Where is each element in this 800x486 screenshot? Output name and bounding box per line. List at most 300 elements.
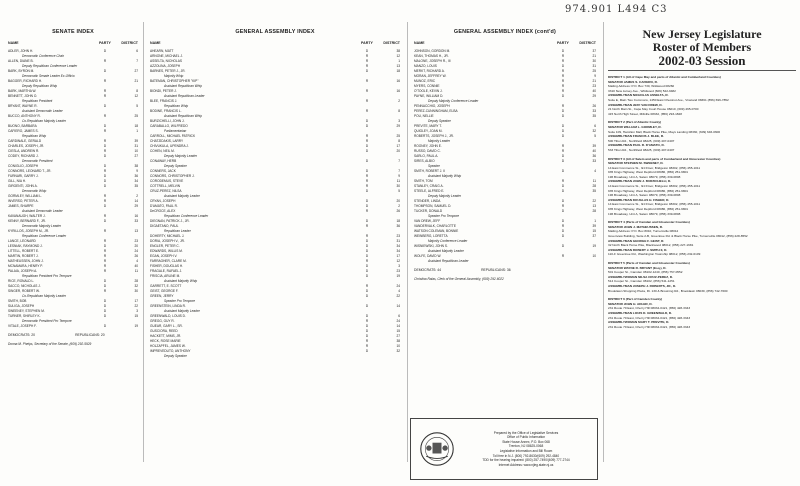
member-district: 19 — [396, 274, 400, 278]
member-party: R — [365, 339, 369, 343]
member-party: D — [103, 179, 107, 183]
member-district: 37 — [592, 234, 596, 238]
member-name: VITALE, JOSEPH F. — [8, 324, 37, 328]
leadership-title-text: Assistant Republican Leader — [428, 259, 469, 263]
office-address: 14 East Commerce St., 3rd Floor, Bridgeton 08302, (856) 455-1011 — [608, 184, 701, 189]
member-name: RICE, RONALD L. — [8, 279, 35, 283]
member-party: R — [103, 269, 107, 273]
member-district: 36 — [396, 224, 400, 228]
office-address: 110-F Greentree Rd., Washington Township 08012, (856) 232-6109 — [608, 252, 701, 257]
member-name: ALLEN, DIANE B. — [8, 59, 34, 63]
member-party: R — [103, 199, 107, 203]
member-party: R — [365, 209, 369, 213]
member-district: 18 — [396, 219, 400, 223]
leadership-title-text: Deputy Majority Leader — [428, 194, 461, 198]
senate-totals — [8, 333, 138, 338]
member-name: HACKETT, MIMS, JR. — [150, 334, 182, 338]
member-party: D — [365, 274, 369, 278]
member-district: 30 — [592, 59, 596, 63]
member-district: 2 — [398, 99, 400, 103]
leadership-title-text: Assistant Republican Whip — [164, 84, 202, 88]
legislator-name: ASSEMBLYMAN LOUIS D. GREENWALD, D. — [608, 310, 672, 315]
member-party: R — [365, 79, 369, 83]
member-name: PALAIA, JOSEPH A. — [8, 269, 38, 273]
office-address: 196 Broadway, Unit A, Salem 08079, (856) 339-0808 — [608, 174, 681, 179]
member-district — [378, 354, 400, 359]
member-party: R — [561, 84, 565, 88]
member-name: LANCE, LEONARD — [8, 239, 36, 243]
member-party: R — [561, 224, 565, 228]
member-district: 24 — [134, 249, 138, 253]
member-district: 8 — [398, 139, 400, 143]
member-district: 29 — [592, 94, 596, 98]
column-divider — [407, 22, 408, 462]
title-divider — [608, 70, 796, 71]
legislator-name: ASSEMBLYMAN NICHOLAS ASSELTA, R. — [608, 93, 669, 98]
member-district: 18 — [134, 124, 138, 128]
member-party: D — [561, 94, 565, 98]
member-name: PENNACCHIO, JOSEPH — [414, 104, 450, 108]
member-name: CONNERS, JACK — [150, 169, 176, 173]
member-name: DORIA, JOSEPH V., JR. — [150, 239, 185, 243]
member-district: 6 — [136, 49, 138, 53]
member-name: ROONEY, JOHN E. — [414, 144, 442, 148]
member-district: 11 — [592, 179, 596, 183]
office-address: Greenview Building, Suite 2-B, Greentree Rd. & Black Horse Pike, Turnersville 08012, (856) 228-8552 — [608, 234, 748, 238]
member-party: D — [561, 134, 565, 138]
member-name: AZZOLINA, JOSEPH — [150, 64, 181, 68]
member-district: 10 — [134, 149, 138, 153]
leadership-title-text: Republican Conference Leader — [22, 234, 67, 238]
member-party: D — [365, 249, 369, 253]
member-name: CORODEMUS, STEVE — [150, 179, 184, 183]
member-party: R — [103, 249, 107, 253]
member-district: 34 — [396, 249, 400, 253]
member-district: 1 — [594, 219, 596, 223]
member-district: 9 — [594, 74, 596, 78]
leadership-title-text: Democratic President — [22, 159, 53, 163]
member-party: R — [103, 114, 107, 118]
member-name: D'AMATO, PAUL R. — [150, 204, 178, 208]
member-name: BENNETT, JOHN O. — [8, 94, 38, 98]
member-district: 4 — [594, 169, 596, 173]
leadership-title-text: Deputy Speaker — [164, 354, 187, 358]
member-party: R — [561, 89, 565, 93]
leadership-title-text: Democratic Whip — [22, 189, 47, 193]
leadership-title-text: Republican Leader — [164, 229, 191, 233]
member-party: R — [365, 259, 369, 263]
member-name: MCNAMARA, HENRY P. — [8, 264, 43, 268]
district-block — [608, 297, 796, 329]
member-name: FISHER, DOUGLAS H. — [150, 264, 184, 268]
member-district: 20 — [134, 244, 138, 248]
member-party: D — [365, 219, 369, 223]
member-name: MYERS, CONNIE — [414, 84, 440, 88]
member-name: CRUZ-PEREZ, NILSA — [150, 189, 182, 193]
member-district: 5 — [594, 134, 596, 138]
member-name: CONNORS, CHRISTOPHER J. — [150, 174, 195, 178]
member-name: KENNY, BERNARD F., JR. — [8, 219, 46, 223]
member-district: 3 — [398, 119, 400, 123]
member-name: SARLO, PAUL A. — [414, 154, 439, 158]
member-party: R — [365, 174, 369, 178]
assembly-totals — [414, 268, 596, 273]
leadership-title-text: Republican Conference Leader — [164, 214, 209, 218]
member-name: KAVANAUGH, WALTER J. — [8, 214, 46, 218]
member-district: 22 — [134, 304, 138, 308]
member-district: 16 — [396, 89, 400, 93]
leadership-title-text: Republican Whip — [164, 104, 189, 108]
leadership-title-text: Assistant Democratic Leader — [22, 109, 63, 113]
member-party: D — [103, 324, 107, 328]
member-party: R — [103, 254, 107, 258]
member-name: STENDER, LINDA — [414, 199, 441, 203]
member-party: R — [365, 319, 369, 323]
member-district: 23 — [134, 239, 138, 243]
member-district: 38 — [396, 49, 400, 53]
member-party: D — [561, 244, 565, 248]
leadership-title-text: Co-Republican Majority Leader — [22, 294, 66, 298]
leadership-title-text: Majority Whip — [164, 74, 184, 78]
legislator-name: SENATOR JAMES S. CAFIERO, R. — [608, 79, 658, 84]
senate-index — [8, 30, 138, 347]
leadership-title — [150, 354, 400, 359]
office-address: 501 Cooper St., Camden 08102-1240, (856) 757-0552 — [608, 270, 683, 275]
member-party: D — [365, 349, 369, 353]
member-party: D — [103, 144, 107, 148]
district-heading: DISTRICT 4 (Parts of Camden and Gloucester Counties) — [608, 220, 690, 225]
name-header: NAME — [8, 41, 19, 45]
member-name: HECK, ROSE MARIE — [150, 339, 181, 343]
district-header: DISTRICT — [579, 41, 596, 45]
member-district: 11 — [134, 269, 138, 273]
legislator-name: SENATOR WILLIAM L. GORMLEY, R. — [608, 124, 662, 129]
leadership-title-text: Republican President Pro Tempore — [22, 274, 72, 278]
ols-line: Toll free in N.J. (800) 792-8630/(609) 292-4840 — [492, 453, 560, 458]
member-name: COHEN, NEIL M. — [150, 149, 175, 153]
member-name: BUCCO, ANTHONY R. — [8, 114, 41, 118]
member-party: D — [365, 49, 369, 53]
ols-line: Trenton, NJ 08625-0068 — [508, 444, 544, 449]
member-name: BARNES, PETER J., JR. — [150, 69, 186, 73]
member-party: D — [365, 334, 369, 338]
legislator-name: ASSEMBLYMAN GEORGE F. GEIST, R. — [608, 238, 665, 243]
member-district: 12 — [396, 54, 400, 58]
member-party: D — [561, 234, 565, 238]
member-name: GILL, NIA H. — [8, 179, 26, 183]
member-party: D — [103, 244, 107, 248]
member-name: ARNONE, MICHAEL J. — [150, 54, 183, 58]
member-district: 29 — [396, 124, 400, 128]
member-name: WOLFE, DAVID W. — [414, 254, 442, 258]
member-party: D — [365, 294, 369, 298]
member-district: 6 — [398, 314, 400, 318]
member-name: GUEAR, GARY L., SR. — [150, 324, 183, 328]
member-party: R — [561, 149, 565, 153]
member-district: 23 — [396, 234, 400, 238]
leadership-title-text: Assistant Republican Whip — [164, 114, 202, 118]
member-party: D — [103, 299, 107, 303]
assembly-index-continued — [414, 30, 596, 282]
member-name: MATHEUSSEN, JOHN J. — [8, 259, 44, 263]
member-district: 16 — [396, 79, 400, 83]
member-district: 23 — [396, 269, 400, 273]
member-party: R — [365, 64, 369, 68]
member-name: CHATZIDAKIS, LARRY — [150, 139, 184, 143]
column-divider — [603, 22, 604, 462]
leadership-title-text: Democratic Conference Chair — [22, 54, 64, 58]
member-party: D — [103, 204, 107, 208]
member-district: 3 — [398, 264, 400, 268]
member-district: 8 — [398, 109, 400, 113]
member-party: R — [365, 99, 369, 103]
member-district: 20 — [396, 199, 400, 203]
member-party: D — [365, 159, 369, 163]
member-party: D — [561, 124, 565, 128]
member-party: R — [103, 129, 107, 133]
member-name: AHEARN, MATT — [150, 49, 174, 53]
member-party: D — [365, 289, 369, 293]
member-name: STANLEY, CRAIG A. — [414, 184, 444, 188]
member-party — [356, 354, 378, 359]
member-name: EGAN, JOSEPH V. — [150, 254, 178, 258]
member-district: 27 — [396, 334, 400, 338]
office-address: Mailing Address: P.O. Box 8010, Turnersville 08012 — [608, 229, 679, 234]
member-name: DeCROCE, ALEX — [150, 209, 176, 213]
member-district: 24 — [396, 319, 400, 323]
senate-democrats-total: DEMOCRATS: 20 — [8, 333, 36, 337]
member-district: 40 — [592, 89, 596, 93]
member-name: BATEMAN, CHRISTOPHER "KIP" — [150, 79, 199, 83]
office-address: Suite 109, Hamilton Mall, Black Horse Pike, Mays Landing 08330, (609) 646-0600 — [608, 129, 721, 134]
member-party: D — [561, 189, 565, 193]
member-name: LITTELL, ROBERT E. — [8, 249, 40, 253]
member-name: DIEGNAN, PATRICK J., JR. — [150, 219, 190, 223]
member-party: D — [365, 314, 369, 318]
member-party: D — [103, 219, 107, 223]
member-district: 20 — [396, 149, 400, 153]
member-name: CIESLA, ANDREW R. — [8, 149, 40, 153]
legislator-name: SENATOR JOHN J. MATHEUSSEN, R. — [608, 224, 663, 229]
member-party: D — [365, 324, 369, 328]
member-party: R — [561, 79, 565, 83]
member-name: CHARLES, JOSEPH, JR. — [8, 144, 45, 148]
office-address: 415 North High Street, Millville 08332, (856) 293-1828 — [608, 111, 682, 116]
member-party: D — [365, 204, 369, 208]
office-address: 3310 New Jersey Ave., Wildwood (609) 522-9482 — [608, 88, 676, 93]
member-district: 34 — [396, 244, 400, 248]
leadership-title — [414, 259, 596, 264]
member-party: R — [365, 59, 369, 63]
assembly-clerk-note: Christina Ralas, Clerk of the General Assembly, (609) 292-6022 — [414, 277, 504, 281]
member-party: R — [365, 139, 369, 143]
member-name: POU, NELLIE — [414, 114, 434, 118]
member-party: R — [561, 104, 565, 108]
member-name: O'TOOLE, KEVIN J. — [414, 89, 443, 93]
member-district: 33 — [592, 159, 596, 163]
member-name: SWEENEY, STEPHEN M. — [8, 309, 45, 313]
member-party: D — [365, 264, 369, 268]
member-name: MORAN, JEFFREY W. — [414, 74, 447, 78]
district-block — [608, 261, 796, 293]
member-name: PAYNE, WILLIAM D. — [414, 94, 444, 98]
legislator-name: ASSEMBLYWOMAN NILSA CRUZ-PEREZ, D. — [608, 274, 673, 279]
member-party: D — [365, 124, 369, 128]
legislator-name: ASSEMBLYMAN JEFF VAN DREW, D. — [608, 102, 663, 107]
member-district: 30 — [396, 184, 400, 188]
legislator-name: ASSEMBLYMAN DOUGLAS H. FISHER, D. — [608, 197, 670, 202]
member-district: 28 — [134, 279, 138, 283]
district-directory — [608, 75, 796, 333]
office-address: 500 Tilton Rd., Northfield 08225, (609) 407-0407 — [608, 138, 675, 143]
member-name: ENGLER, PETER C. — [150, 244, 180, 248]
member-name: QUIGLEY, JOAN M. — [414, 129, 443, 133]
title-line-2: Roster of Members — [652, 40, 752, 54]
member-district: 15 — [396, 329, 400, 333]
member-party: R — [365, 134, 369, 138]
legislator-name: SENATOR JOHN H. ADLER, D. — [608, 301, 653, 306]
leadership-title-text: Assistant Majority Leader — [164, 309, 200, 313]
legislator-name: ASSEMBLYMAN JOHN J. BURZICHELLI, D. — [608, 179, 672, 184]
member-district: 6 — [594, 124, 596, 128]
member-party: R — [103, 214, 107, 218]
member-party: R — [103, 239, 107, 243]
member-district: 32 — [592, 129, 596, 133]
member-name: RUSSO, DAVID C. — [414, 149, 441, 153]
member-name: KEAN, THOMAS H., JR. — [414, 54, 449, 58]
member-party: D — [103, 184, 107, 188]
member-party: R — [561, 74, 565, 78]
member-district: 12 — [134, 94, 138, 98]
member-district: 29 — [134, 204, 138, 208]
member-name: BARK, MARTHA W. — [8, 89, 37, 93]
member-district: 38 — [396, 339, 400, 343]
legislator-name: ASSEMBLYMAN FRANCIS J. BLEE, R. — [608, 134, 664, 139]
member-district: 35 — [134, 184, 138, 188]
member-name: GREENSTEIN, LINDA R. — [150, 304, 186, 308]
member-party: R — [365, 184, 369, 188]
leadership-title-text: Deputy Republican Conference Leader — [22, 64, 78, 68]
title-line-1: New Jersey Legislature — [642, 27, 762, 41]
leadership-title-text: Republican President — [22, 99, 53, 103]
member-district: 3 — [136, 309, 138, 313]
office-address: 14 East Commerce St., 3rd Floor, Bridgeton 08302, (856) 455-1011 — [608, 165, 701, 170]
state-seal-icon — [419, 431, 455, 467]
member-district: 7 — [398, 169, 400, 173]
member-district: 22 — [396, 294, 400, 298]
member-party: R — [365, 344, 369, 348]
member-name: CONNORS, LEONARD T., JR. — [8, 169, 52, 173]
member-district — [574, 259, 596, 264]
member-district: 33 — [592, 109, 596, 113]
member-party: R — [365, 224, 369, 228]
member-name: GEIST, GEORGE F. — [150, 289, 179, 293]
legislator-name: ASSEMBLYMAN PAUL R. D'AMATO, D. — [608, 143, 665, 148]
member-name: MALONE, JOSEPH R., III — [414, 59, 451, 63]
member-party: R — [561, 204, 565, 208]
assembly-cont-column-headers — [414, 41, 596, 46]
member-district: 14 — [134, 199, 138, 203]
member-party: D — [561, 159, 565, 163]
member-party: R — [103, 229, 107, 233]
member-district: 4 — [136, 259, 138, 263]
member-party: R — [103, 59, 107, 63]
member-district: 32 — [396, 349, 400, 353]
member-district: 30 — [134, 289, 138, 293]
member-name: SINGER, ROBERT W. — [8, 289, 40, 293]
member-name: CHIVUKULA, UPENDRA J. — [150, 144, 189, 148]
handwritten-call-number: 974.901 L494 C3 — [565, 4, 668, 15]
member-party: D — [365, 149, 369, 153]
leadership-title-text: Democratic President Pro Tempore — [22, 319, 72, 323]
member-district: 19 — [592, 244, 596, 248]
member-name: MUNOZ, ERIC — [414, 79, 436, 83]
member-name: BRYANT, WAYNE R. — [8, 104, 38, 108]
leadership-title-text: Assistant Majority Whip — [164, 279, 198, 283]
member-party: R — [561, 54, 565, 58]
name-header: NAME — [150, 41, 161, 45]
member-name: VAN DREW, JEFF — [414, 219, 441, 223]
member-party: D — [103, 69, 107, 73]
leadership-title-text: Democratic Senate Leader Ex-Officio — [22, 74, 75, 78]
member-name: SIRES, ALBIO — [414, 159, 435, 163]
leadership-title-text: Deputy Republican Whip — [22, 84, 58, 88]
district-block — [608, 120, 796, 152]
ols-line: TDD for the hearing impaired: (800) 257-7490/(609) 777-2744 — [482, 458, 570, 463]
column-divider — [143, 22, 144, 462]
district-block — [608, 75, 796, 116]
member-name: ASSELTA, NICHOLAS — [150, 59, 182, 63]
member-party: D — [561, 229, 565, 233]
member-name: GREGG, GUY R. — [150, 319, 175, 323]
member-party: D — [561, 49, 565, 53]
member-name: CARROLL, MICHAEL PATRICK — [150, 134, 196, 138]
leadership-title-text: Assistant Majority Leader — [164, 194, 200, 198]
member-name: KYRILLOS, JOSEPH M., JR. — [8, 229, 50, 233]
member-party: D — [561, 209, 565, 213]
member-party: D — [365, 329, 369, 333]
assembly-republicans-total: REPUBLICANS: 36 — [481, 268, 511, 272]
member-name: BURZICHELLI, JOHN J. — [150, 119, 185, 123]
office-address: 196 Broadway, Unit A, Salem 08079, (856) 339-0808 — [608, 211, 681, 216]
leadership-title-text: Assistant Republican Leader — [164, 94, 205, 98]
member-party: R — [103, 89, 107, 93]
member-party: D — [103, 279, 107, 283]
legislator-name: SENATOR WAYNE R. BRYANT (Esq.), D. — [608, 265, 667, 270]
member-party: R — [561, 144, 565, 148]
member-party: R — [365, 54, 369, 58]
party-header: PARTY — [99, 41, 111, 45]
party-header: PARTY — [361, 41, 373, 45]
member-name: SMITH, TOM — [414, 179, 433, 183]
office-address: Brooklawn Shopping Plaza, Rt. 130 & Browning Rd., Brooklawn 08030, (856) 742-7600 — [608, 288, 728, 293]
member-party: R — [561, 69, 565, 73]
member-name: FRAGALE, RAFAEL J. — [150, 269, 183, 273]
member-party: D — [103, 124, 107, 128]
roster-title — [612, 28, 792, 68]
member-name: WATSON COLEMAN, BONNIE — [414, 229, 459, 233]
district-header: DISTRICT — [121, 41, 138, 45]
legislator-name: ASSEMBLYMAN JOSEPH J. ROBERTS, JR., D. — [608, 283, 677, 288]
ols-line: Prepared by the Office of Legislative Services — [493, 430, 559, 435]
member-district: 5 — [398, 189, 400, 193]
member-name: MANZO, LOUIS — [414, 64, 437, 68]
member-party: D — [103, 49, 107, 53]
member-party: R — [365, 179, 369, 183]
leadership-title-text: Assistant Democratic Leader — [22, 209, 63, 213]
assembly-democrats-total: DEMOCRATS: 44 — [414, 268, 442, 272]
leadership-title-text: Speaker — [428, 164, 440, 168]
